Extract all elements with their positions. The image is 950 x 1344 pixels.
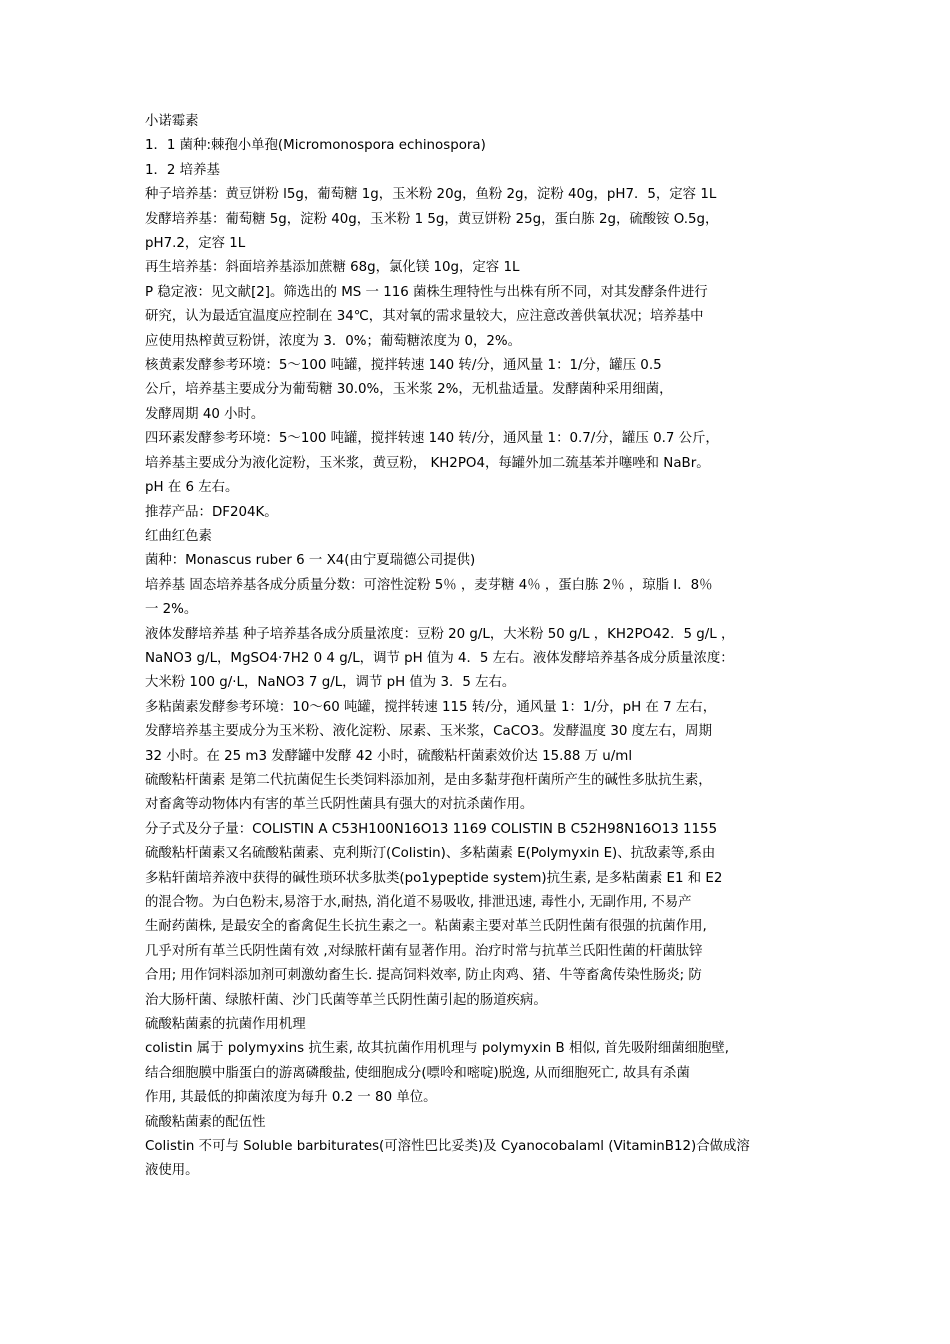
text-line: 1．1 菌种:棘孢小单孢(Micromonospora echinospora): [145, 138, 486, 154]
text-line: 应使用热榨黄豆粉饼，浓度为 3．0%；葡萄糖浓度为 0，2%。: [145, 333, 522, 349]
text-line: 液使用。: [145, 1163, 199, 1179]
text-line: 菌种：Monascus ruber 6 一 X4(由宁夏瑞德公司提供): [145, 553, 476, 569]
text-line: Colistin 不可与 Soluble barbiturates(可溶性巴比妥类)及 Cyanocobalaml (VitaminB12)合做成溶: [145, 1139, 750, 1155]
text-line: 研究，认为最适宜温度应控制在 34℃，其对氧的需求量较大，应注意改善供氧状况；培养基中: [145, 309, 704, 325]
text-line: 合用; 用作饲料添加剂可刺激幼畜生长. 提高饲料效率, 防止肉鸡、猪、牛等畜禽传染性肠炎; 防: [145, 968, 702, 984]
text-line: 发酵培养基：葡萄糖 5g，淀粉 40g，玉米粉 1 5g，黄豆饼粉 25g，蛋白胨 2g，硫酸铵 O.5g，: [145, 211, 719, 227]
text-line: NaNO3 g/L，MgSO4·7H2 0 4 g/L，调节 pH 值为 4．5 左右。液体发酵培养基各成分质量浓度：: [145, 650, 734, 666]
text-line: pH7.2，定容 1L: [145, 236, 246, 252]
text-line: 作用, 其最低的抑菌浓度为每升 0.2 一 80 单位。: [145, 1090, 437, 1106]
text-line: 培养基 固态培养基各成分质量分数：可溶性淀粉 5％ ，麦芽糖 4％ ，蛋白胨 2％ ，琼脂 I．8％: [145, 577, 713, 593]
text-line: 多粘轩菌培养液中获得的碱性琐环状多肽类(po1ypeptide system)抗生素, 是多粘菌素 E1 和 E2: [145, 870, 723, 886]
document-page: [145, 110, 815, 1184]
text-line: 种子培养基：黄豆饼粉 l5g，葡萄糖 1g，玉米粉 20g，鱼粉 2g，淀粉 40g，pH7．5，定容 1L: [145, 187, 717, 203]
text-line: 硫酸粘菌素的抗菌作用机理: [145, 1017, 306, 1033]
text-line: 红曲红色素: [145, 528, 212, 544]
text-line: colistin 属于 polymyxins 抗生素, 故其抗菌作用机理与 polymyxin B 相似, 首先吸附细菌细胞壁,: [145, 1041, 730, 1057]
text-line: 核黄素发酵参考环境：5～100 吨罐，搅拌转速 140 转/分，通风量 1：1/分，罐压 0.5: [145, 358, 662, 374]
text-line: 四环素发酵参考环境：5～100 吨罐，搅拌转速 140 转/分，通风量 1：0.7/分，罐压 0.7 公斤，: [145, 431, 719, 447]
text-line: 硫酸粘杆菌素 是第二代抗菌促生长类饲料添加剂，是由多黏芽孢杆菌所产生的碱性多肽抗生素，: [145, 772, 712, 788]
text-line: 发酵周期 40 小时。: [145, 406, 265, 422]
text-line: 多粘菌素发酵参考环境：10～60 吨罐，搅拌转速 115 转/分，通风量 1：1/分，pH 在 7 左右，: [145, 699, 717, 715]
text-line: 分子式及分子量：COLISTIN A C53H100N16O13 1169 COLISTIN B C52H98N16O13 1155: [145, 821, 718, 837]
text-line: 再生培养基：斜面培养基添加蔗糖 68g，氯化镁 10g，定容 1L: [145, 260, 520, 276]
text-line: 大米粉 100 g/·L，NaNO3 7 g/L，调节 pH 值为 3．5 左右。: [145, 675, 516, 691]
text-line: 结合细胞膜中脂蛋白的游离磷酸盐, 使细胞成分(嘌呤和嘧啶)脱逸, 从而细胞死亡, 故具有杀菌: [145, 1065, 690, 1081]
text-line: 发酵培养基主要成分为玉米粉、液化淀粉、尿素、玉米浆，CaCO3。发酵温度 30 度左右，周期: [145, 724, 712, 740]
text-line: 公斤，培养基主要成分为葡萄糖 30.0%，玉米浆 2%，无机盐适量。发酵菌种采用细菌，: [145, 382, 673, 398]
text-line: P 稳定液：见文献[2]。筛选出的 MS 一 116 菌株生理特性与出株有所不同，对其发酵条件进行: [145, 284, 708, 300]
text-line: 治大肠杆菌、绿脓杆菌、沙门氏菌等革兰氏阴性菌引起的肠道疾病。: [145, 992, 547, 1008]
text-line: 培养基主要成分为液化淀粉，玉米浆，黄豆粉， KH2PO4，每罐外加二巯基苯并噻唑和 NaBr。: [145, 455, 710, 471]
text-line: 32 小时。在 25 m3 发酵罐中发酵 42 小时，硫酸粘杆菌素效价达 15.88 万 u/ml: [145, 748, 633, 764]
text-line: 对畜禽等动物体内有害的革兰氏阴性菌具有强大的对抗杀菌作用。: [145, 797, 534, 813]
text-line: 的混合物。为白色粉末,易溶于水,耐热, 消化道不易吸收, 排泄迅速, 毒性小, 无副作用, 不易产: [145, 895, 692, 910]
text-line: 液体发酵培养基 种子培养基各成分质量浓度：豆粉 20 g/L，大米粉 50 g/L ，KH2PO42．5 g/L ，: [145, 626, 735, 642]
text-line: 小诺霉素: [145, 114, 199, 129]
text-line: 几乎对所有革兰氏阴性菌有效 ,对绿脓杆菌有显著作用。治疗时常与抗革兰氏阳性菌的杆菌肽锌: [145, 943, 703, 959]
text-line: 1．2 培养基: [145, 162, 220, 178]
text-line: pH 在 6 左右。: [145, 480, 239, 496]
text-line: 硫酸粘杆菌素又名硫酸粘菌素、克利斯汀(Colistin)、多粘菌素 E(Polymyxin E)、抗敌素等,系由: [145, 846, 716, 862]
text-line: 一 2%。: [145, 602, 198, 618]
text-line: 硫酸粘菌素的配伍性: [145, 1114, 266, 1130]
text-line: 生耐药菌株, 是最安全的畜禽促生长抗生素之一。粘菌素主要对革兰氏阴性菌有很强的抗菌作用,: [145, 919, 707, 935]
text-line: 推荐产品：DF204K。: [145, 504, 278, 520]
